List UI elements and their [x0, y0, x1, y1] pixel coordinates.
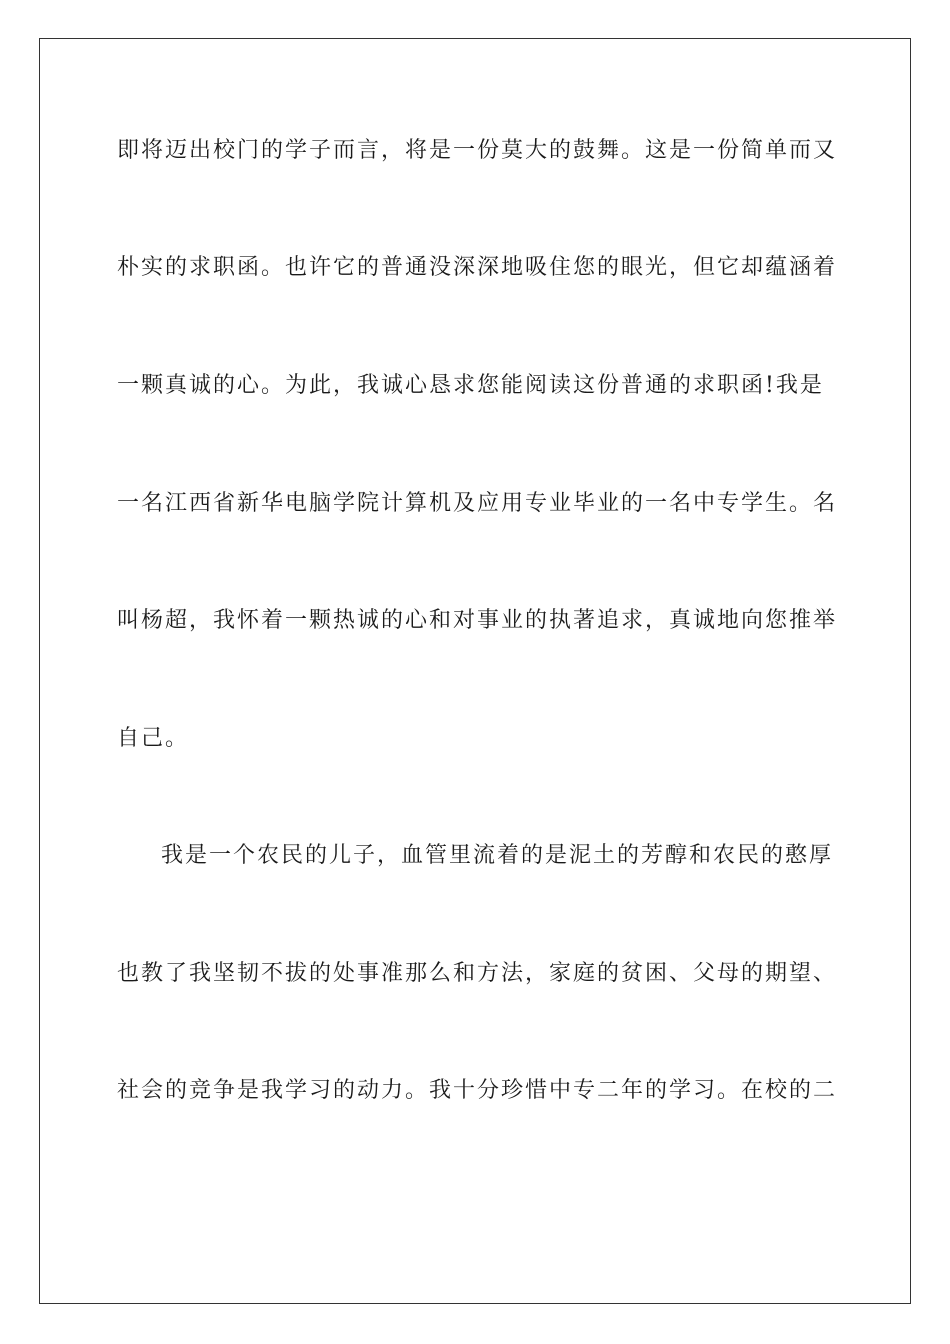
text-line: 叫杨超，我怀着一颗热诚的心和对事业的执著追求，真诚地向您推举 [117, 608, 838, 633]
page-frame [39, 38, 911, 1304]
text-line: 一名江西省新华电脑学院计算机及应用专业毕业的一名中专学生。名 [117, 491, 838, 516]
text-line: 一颗真诚的心。为此，我诚心恳求您能阅读这份普通的求职函!我是 [117, 373, 824, 398]
text-line: 即将迈出校门的学子而言，将是一份莫大的鼓舞。这是一份简单而又 [117, 138, 838, 163]
text-line: 朴实的求职函。也许它的普通没深深地吸住您的眼光，但它却蕴涵着 [117, 255, 838, 280]
text-line: 也教了我坚韧不拔的处事准那么和方法，家庭的贫困、父母的期望、 [117, 961, 838, 986]
paragraph-first-line: 我是一个农民的儿子，血管里流着的是泥土的芳醇和农民的憨厚 [161, 843, 834, 868]
text-line: 自己。 [117, 726, 190, 751]
text-line: 社会的竞争是我学习的动力。我十分珍惜中专二年的学习。在校的二 [117, 1078, 838, 1103]
